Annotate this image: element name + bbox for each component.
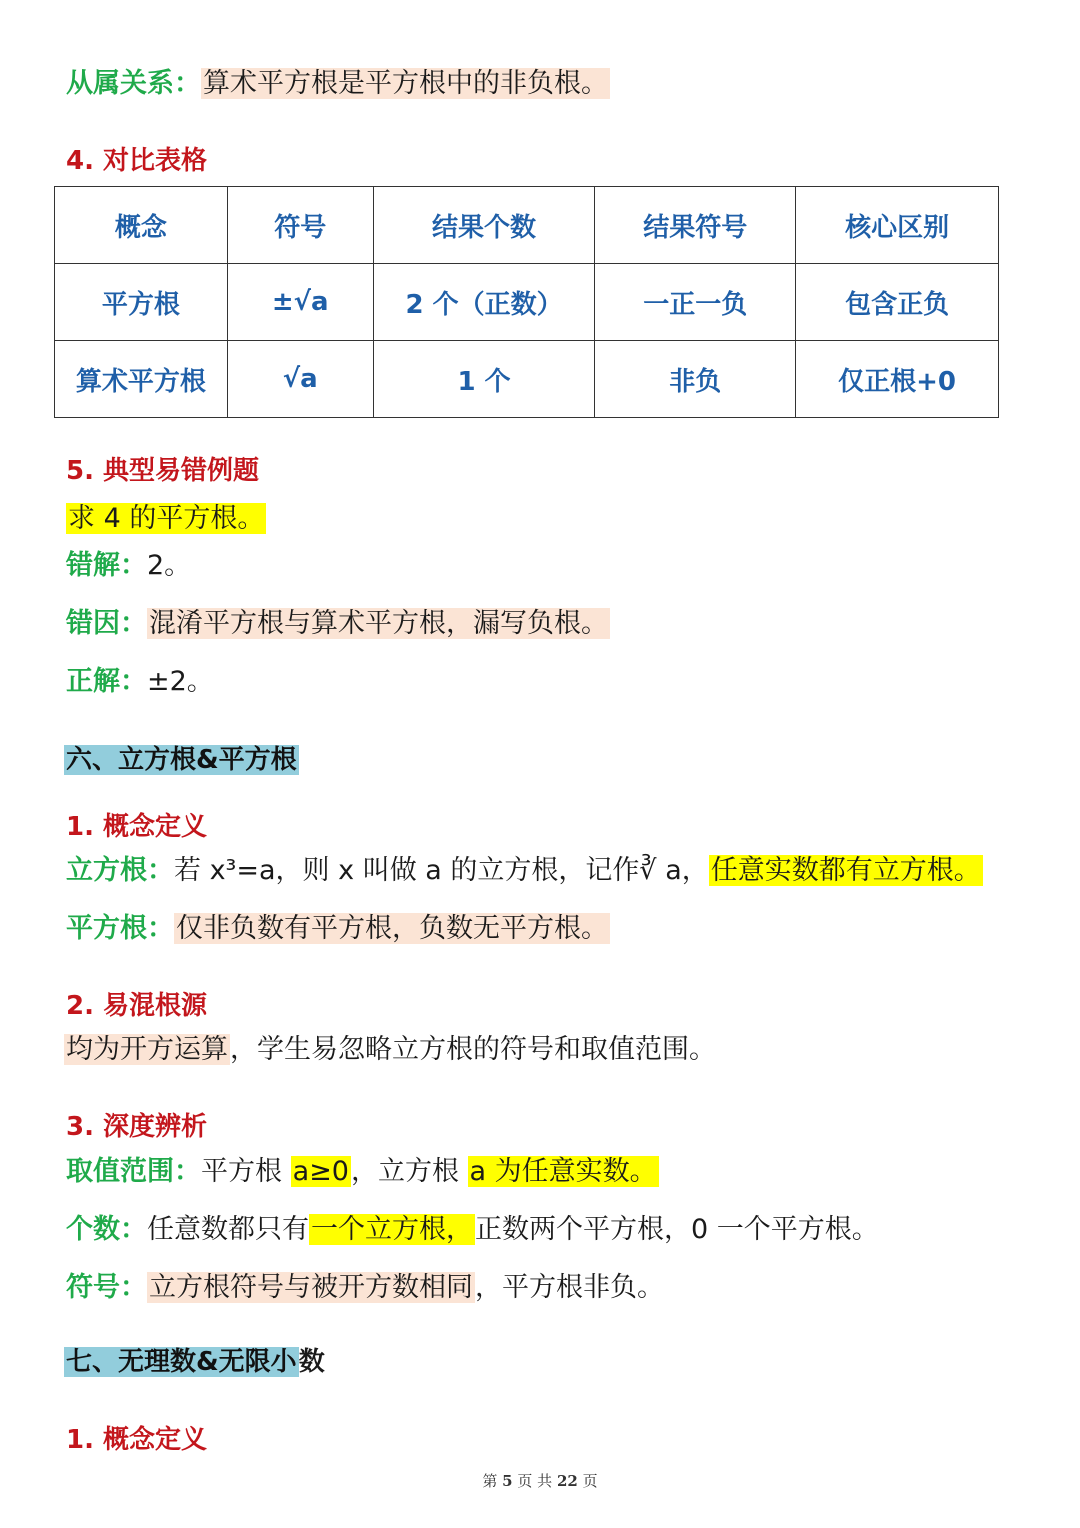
heading-s6-analysis: 3. 深度辨析 [66, 1112, 208, 1142]
cube-root-text: 若 x³=a，则 x 叫做 a 的立方根，记作∛ a， [174, 855, 709, 886]
table-cell: 包含正负 [796, 264, 999, 341]
table-cell: 平方根 [55, 264, 228, 341]
confusion-root-highlight: 均为开方运算 [66, 1034, 228, 1065]
confusion-root-text: ，学生易忽略立方根的符号和取值范围。 [230, 1034, 716, 1065]
example-question-line [66, 500, 266, 538]
table-header-cell: 符号 [227, 187, 373, 264]
wrong-answer-label: 错解： [66, 550, 147, 581]
value-range-highlight-2: a 为任意实数。 [469, 1156, 657, 1187]
table-header-cell: 结果个数 [373, 187, 595, 264]
error-cause-label: 错因： [66, 608, 147, 639]
table-cell: 非负 [595, 341, 796, 418]
table-cell: 一正一负 [595, 264, 796, 341]
square-root-text: 仅非负数有平方根，负数无平方根。 [176, 913, 608, 944]
square-root-label: 平方根： [66, 913, 174, 944]
heading-s6-concept: 1. 概念定义 [66, 812, 208, 842]
value-range-text-1: 平方根 [201, 1156, 291, 1187]
count-line [66, 1211, 879, 1249]
error-cause-text: 混淆平方根与算术平方根，漏写负根。 [149, 608, 608, 639]
table-header-row [55, 187, 999, 264]
table-cell: √a [227, 341, 373, 418]
table-cell: 2 个（正数） [373, 264, 595, 341]
value-range-highlight-1: a≥0 [292, 1156, 349, 1187]
section-7-heading: 七、无理数&无限小 [66, 1347, 297, 1377]
cube-root-highlight: 任意实数都有立方根。 [710, 855, 981, 886]
table-cell: ±√a [227, 264, 373, 341]
section-7-heading-line [64, 1343, 325, 1381]
heading-comparison-table: 4. 对比表格 [66, 146, 208, 176]
table-row [55, 341, 999, 418]
table-header-cell: 核心区别 [796, 187, 999, 264]
footer-page-number: 5 [502, 1472, 513, 1490]
correct-answer-line [66, 663, 214, 701]
correct-answer-text: ±2。 [147, 666, 214, 697]
sign-highlight: 立方根符号与被开方数相同 [149, 1272, 473, 1303]
wrong-answer-text: 2。 [147, 550, 192, 581]
cube-root-line [66, 852, 983, 890]
table-row [55, 264, 999, 341]
page-footer [0, 1470, 1080, 1491]
value-range-line [66, 1153, 659, 1191]
example-question: 求 4 的平方根。 [68, 503, 265, 534]
table-cell: 算术平方根 [55, 341, 228, 418]
wrong-answer-line [66, 547, 191, 585]
relation-label: 从属关系： [66, 68, 201, 99]
cube-root-label: 立方根： [66, 855, 174, 886]
footer-total-pages: 22 [556, 1472, 578, 1490]
heading-s7-concept: 1. 概念定义 [66, 1425, 208, 1455]
count-highlight: 一个立方根， [311, 1214, 473, 1245]
footer-pre: 第 [482, 1472, 498, 1490]
sign-label: 符号： [66, 1272, 147, 1303]
sign-line [66, 1269, 664, 1307]
comparison-table [54, 186, 999, 418]
section-6-heading: 六、立方根&平方根 [66, 745, 297, 775]
footer-post: 页 [582, 1472, 598, 1490]
value-range-text-2: ，立方根 [350, 1156, 468, 1187]
error-cause-line [66, 605, 610, 643]
table-cell: 仅正根+0 [796, 341, 999, 418]
section-7-heading-tail: 数 [298, 1347, 325, 1377]
relation-line [66, 65, 610, 103]
heading-typical-errors: 5. 典型易错例题 [66, 456, 260, 486]
section-6-heading-line [64, 741, 299, 779]
count-text-1: 任意数都只有 [147, 1214, 309, 1245]
footer-mid: 页 共 [517, 1472, 553, 1490]
table-header-cell: 结果符号 [595, 187, 796, 264]
heading-s6-confusion: 2. 易混根源 [66, 991, 208, 1021]
count-text-2: 正数两个平方根，0 一个平方根。 [475, 1214, 879, 1245]
table-header-cell: 概念 [55, 187, 228, 264]
table-cell: 1 个 [373, 341, 595, 418]
relation-text: 算术平方根是平方根中的非负根。 [203, 68, 608, 99]
count-label: 个数： [66, 1214, 147, 1245]
sign-text: ，平方根非负。 [475, 1272, 664, 1303]
correct-answer-label: 正解： [66, 666, 147, 697]
value-range-label: 取值范围： [66, 1156, 201, 1187]
confusion-root-line [64, 1031, 716, 1069]
square-root-line [66, 910, 610, 948]
